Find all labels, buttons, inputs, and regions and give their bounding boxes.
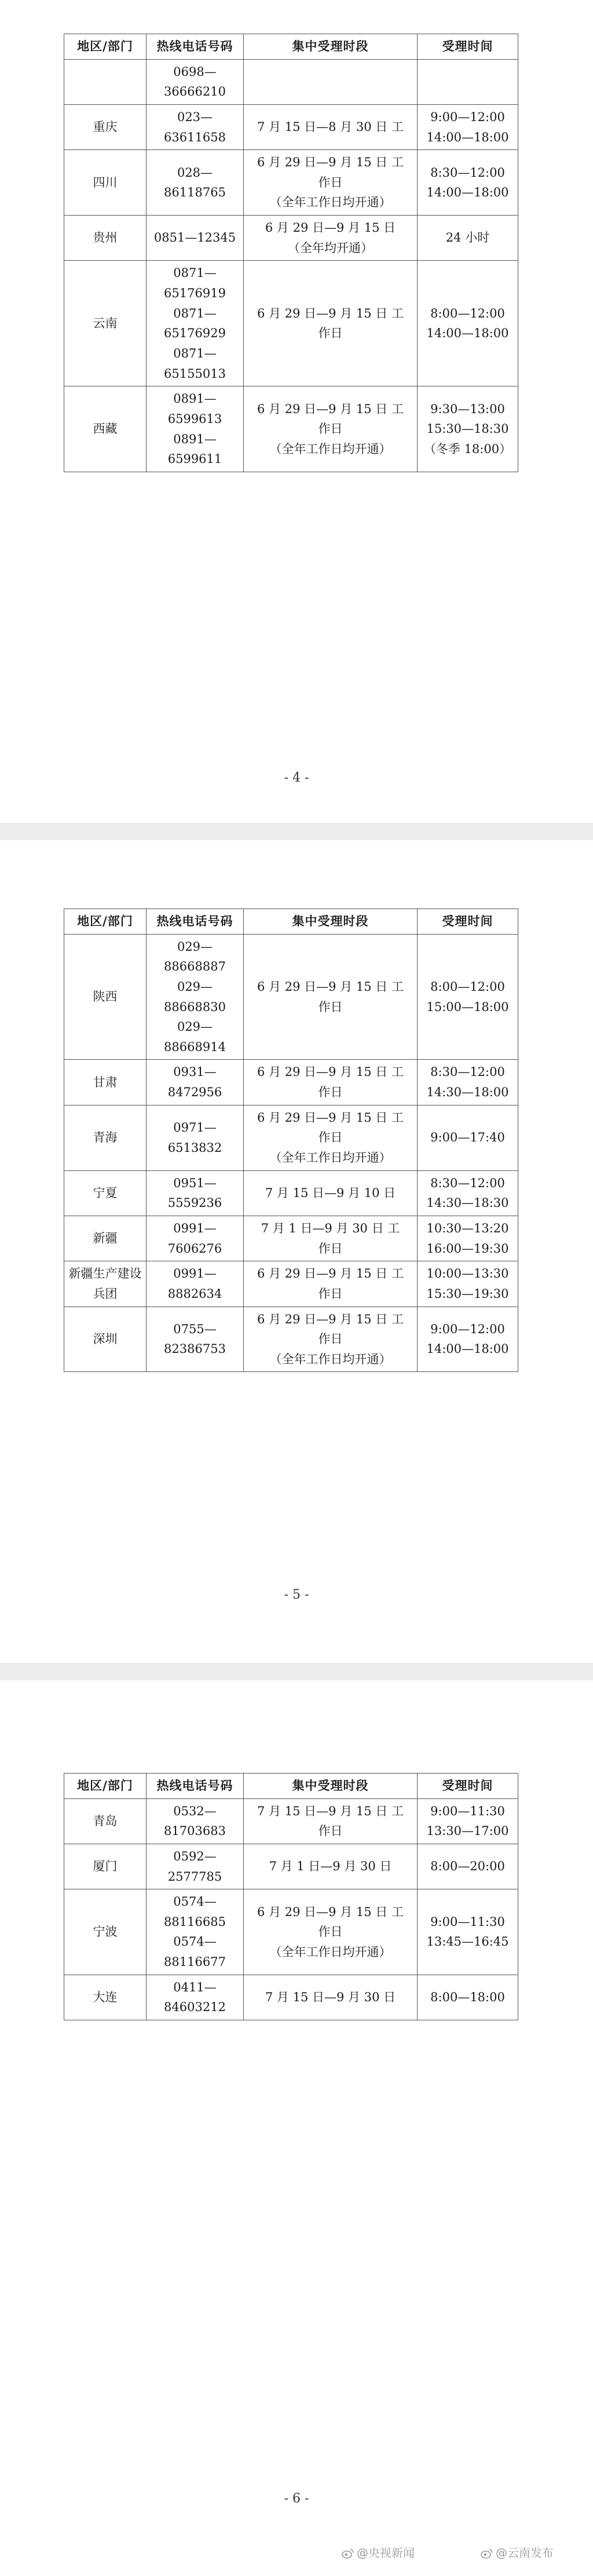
- period-line: 作日: [318, 175, 343, 189]
- phone-cell: [147, 59, 244, 104]
- phone-line: 029—: [177, 979, 213, 994]
- header-phone: 热线电话号码: [147, 909, 244, 935]
- phone-line: 0755—: [173, 1322, 217, 1336]
- phone-line: 0931—: [173, 1065, 217, 1079]
- hours-cell: [418, 150, 518, 216]
- hours-cell: [418, 1975, 518, 2020]
- period-line: 6 月 29 日—9 月 15 日 工: [257, 155, 404, 170]
- region-cell: 陕西: [64, 934, 147, 1060]
- hours-cell: [418, 1261, 518, 1307]
- header-region: 地区/部门: [64, 1774, 147, 1799]
- phone-cell: [147, 216, 244, 261]
- watermark-text: @央视新闻: [357, 2546, 415, 2560]
- period-cell: [244, 1307, 418, 1372]
- period-line: 6 月 29 日—9 月 15 日: [265, 221, 396, 235]
- page-number: - 4 -: [284, 771, 309, 785]
- region-cell: 宁夏: [64, 1170, 147, 1216]
- phone-line: 81703683: [164, 1824, 226, 1838]
- table-row: [64, 1307, 518, 1372]
- period-cell: [244, 1261, 418, 1307]
- phone-cell: [147, 1105, 244, 1170]
- phone-cell: [147, 1975, 244, 2020]
- phone-line: 88668914: [164, 1039, 226, 1054]
- table-row: [64, 150, 518, 216]
- period-line: 6 月 29 日—9 月 15 日 工: [257, 1312, 404, 1326]
- period-line: 作日: [318, 326, 343, 341]
- phone-line: 88668830: [164, 999, 226, 1014]
- phone-line: 88116685: [164, 1914, 226, 1929]
- hours-line: 9:00—11:30: [430, 1804, 505, 1818]
- phone-line: 5559236: [167, 1196, 222, 1210]
- period-line: 6 月 29 日—9 月 15 日 工: [257, 1267, 404, 1281]
- weibo-icon: [481, 2548, 493, 2559]
- region-cell: 四川: [64, 150, 147, 216]
- hours-cell: [418, 1889, 518, 1975]
- table-row: [64, 1889, 518, 1975]
- hours-line: 15:30—18:30: [426, 422, 509, 436]
- phone-line: 0971—: [173, 1121, 217, 1135]
- table-row: [64, 1216, 518, 1261]
- region-cell: 西藏: [64, 386, 147, 472]
- phone-cell: [147, 1844, 244, 1889]
- table-row: [64, 216, 518, 261]
- hours-line: 8:00—12:00: [430, 306, 505, 320]
- period-line: （全年均开通）: [288, 240, 373, 255]
- phone-line: 0411—: [173, 1980, 217, 1994]
- period-cell: [244, 1844, 418, 1889]
- page-number: - 6 -: [284, 2491, 309, 2506]
- hours-line: 9:30—13:00: [430, 402, 505, 416]
- period-line: 7 月 15 日—9 月 30 日: [265, 1990, 396, 2005]
- table-row: [64, 934, 518, 1060]
- period-line: 6 月 29 日—9 月 15 日 工: [257, 306, 404, 320]
- phone-line: 023—: [177, 110, 213, 124]
- phone-line: 0951—: [173, 1176, 217, 1190]
- hours-cell: [418, 1216, 518, 1261]
- weibo-icon: [342, 2548, 354, 2559]
- hours-cell: [418, 1060, 518, 1105]
- header-hours: 受理时间: [418, 1774, 518, 1799]
- phone-line: 6599613: [167, 411, 222, 426]
- period-line: （全年工作日均开通）: [269, 1944, 391, 1959]
- hours-line: 10:30—13:20: [426, 1221, 509, 1235]
- period-line: （全年工作日均开通）: [269, 442, 391, 456]
- hours-line: 9:00—12:00: [430, 110, 505, 124]
- period-line: 7 月 15 日—8 月 30 日 工: [257, 120, 404, 134]
- hours-cell: [418, 1105, 518, 1170]
- table-row: [64, 1170, 518, 1216]
- period-cell: [244, 1105, 418, 1170]
- region-cell: 厦门: [64, 1844, 147, 1889]
- region-cell: 新疆生产建设兵团: [64, 1261, 147, 1307]
- header-hours: 受理时间: [418, 34, 518, 60]
- region-cell: 贵州: [64, 216, 147, 261]
- phone-cell: [147, 386, 244, 472]
- hours-line: 13:45—16:45: [426, 1935, 509, 1949]
- hours-cell: [418, 1170, 518, 1216]
- hours-cell: [418, 1844, 518, 1889]
- period-cell: [244, 1216, 418, 1261]
- period-cell: [244, 934, 418, 1060]
- watermark-yunnan: [481, 2544, 554, 2560]
- phone-line: 8882634: [167, 1286, 222, 1301]
- table-row: [64, 1798, 518, 1844]
- period-cell: [244, 1060, 418, 1105]
- region-cell: 云南: [64, 261, 147, 386]
- phone-line: 6513832: [167, 1140, 222, 1155]
- hours-line: 8:00—20:00: [430, 1859, 505, 1874]
- period-line: 作日: [318, 1824, 343, 1838]
- period-line: 作日: [318, 1085, 343, 1100]
- period-line: （全年工作日均开通）: [269, 1151, 391, 1165]
- period-cell: [244, 104, 418, 149]
- hours-line: 8:30—12:00: [430, 1065, 505, 1079]
- hours-line: 9:00—17:40: [430, 1130, 505, 1145]
- table-row: [64, 1844, 518, 1889]
- header-phone: 热线电话号码: [147, 34, 244, 60]
- hours-cell: [418, 1798, 518, 1844]
- phone-line: 029—: [177, 1020, 213, 1034]
- header-region: 地区/部门: [64, 909, 147, 935]
- document-page-6: [0, 1680, 593, 2576]
- period-line: 7 月 15 日—9 月 15 日 工: [257, 1804, 404, 1818]
- period-cell: [244, 216, 418, 261]
- phone-cell: [147, 1798, 244, 1844]
- phone-cell: [147, 104, 244, 149]
- period-cell: [244, 1889, 418, 1975]
- watermark-cctv: [342, 2544, 415, 2560]
- hours-line: 14:30—18:30: [426, 1196, 509, 1210]
- phone-line: 88668887: [164, 959, 226, 974]
- phone-line: 88116677: [164, 1955, 226, 1969]
- phone-line: 028—: [177, 165, 213, 180]
- period-line: 6 月 29 日—9 月 15 日 工: [257, 402, 404, 416]
- table-header-row: [64, 1774, 518, 1799]
- phone-line: 65176929: [164, 326, 226, 341]
- hours-line: （冬季 18:00）: [423, 442, 512, 456]
- table-header-row: [64, 909, 518, 935]
- period-cell: [244, 59, 418, 104]
- phone-line: 8472956: [167, 1085, 222, 1100]
- period-line: 7 月 1 日—9 月 30 日: [269, 1859, 392, 1874]
- period-line: 作日: [318, 422, 343, 436]
- period-line: 作日: [318, 1925, 343, 1939]
- period-line: 6 月 29 日—9 月 15 日 工: [257, 979, 404, 994]
- phone-line: 0574—: [173, 1895, 217, 1909]
- hours-cell: [418, 934, 518, 1060]
- page-number: - 5 -: [284, 1588, 309, 1602]
- phone-line: 65155013: [164, 366, 226, 381]
- hours-line: 14:30—18:00: [426, 1085, 509, 1100]
- hotline-table-page-4: [64, 34, 518, 472]
- period-line: 作日: [318, 1130, 343, 1145]
- table-row: [64, 1975, 518, 2020]
- hours-cell: [418, 216, 518, 261]
- hours-line: 13:30—17:00: [426, 1824, 509, 1838]
- phone-line: 0592—: [173, 1849, 217, 1863]
- phone-line: 0851—12345: [153, 231, 236, 245]
- phone-line: 7606276: [167, 1241, 222, 1256]
- phone-cell: [147, 934, 244, 1060]
- period-line: 6 月 29 日—9 月 15 日 工: [257, 1904, 404, 1919]
- period-line: 作日: [318, 1241, 343, 1256]
- period-line: 作日: [318, 1286, 343, 1301]
- hours-line: 14:00—18:00: [426, 326, 509, 341]
- table-header-row: [64, 34, 518, 60]
- region-cell: [64, 59, 147, 104]
- phone-line: 0871—: [173, 346, 217, 360]
- phone-line: 0891—: [173, 432, 217, 446]
- table-row: [64, 1105, 518, 1170]
- phone-line: 2577785: [167, 1869, 222, 1884]
- region-cell: 青岛: [64, 1798, 147, 1844]
- phone-line: 0891—: [173, 392, 217, 406]
- hours-line: 15:30—19:30: [426, 1286, 509, 1301]
- document-page-4: [0, 0, 593, 823]
- period-cell: [244, 1975, 418, 2020]
- header-period: 集中受理时段: [244, 909, 418, 935]
- phone-cell: [147, 1261, 244, 1307]
- header-phone: 热线电话号码: [147, 1774, 244, 1799]
- hours-line: 8:30—12:00: [430, 165, 505, 180]
- hours-line: 14:00—18:00: [426, 130, 509, 144]
- region-cell: 重庆: [64, 104, 147, 149]
- period-line: （全年工作日均开通）: [269, 1352, 391, 1366]
- period-line: 作日: [318, 999, 343, 1014]
- phone-line: 0698—: [173, 64, 217, 79]
- hours-line: 9:00—12:00: [430, 1322, 505, 1336]
- table-row: [64, 1261, 518, 1307]
- phone-cell: [147, 1060, 244, 1105]
- hours-cell: [418, 59, 518, 104]
- phone-line: 0871—: [173, 306, 217, 320]
- hotline-table-page-5: [64, 908, 518, 1372]
- hours-cell: [418, 1307, 518, 1372]
- period-cell: [244, 1798, 418, 1844]
- hotline-table-page-6: [64, 1773, 518, 2020]
- table-row: [64, 261, 518, 386]
- header-period: 集中受理时段: [244, 1774, 418, 1799]
- period-line: 7 月 15 日—9 月 10 日: [265, 1186, 396, 1200]
- phone-cell: [147, 150, 244, 216]
- hours-cell: [418, 104, 518, 149]
- region-cell: 宁波: [64, 1889, 147, 1975]
- phone-cell: [147, 1307, 244, 1372]
- phone-line: 0574—: [173, 1935, 217, 1949]
- period-cell: [244, 386, 418, 472]
- period-line: 7 月 1 日—9 月 30 日 工: [261, 1221, 400, 1235]
- hours-line: 24 小时: [445, 231, 490, 245]
- hours-line: 15:00—18:00: [426, 999, 509, 1014]
- hours-cell: [418, 261, 518, 386]
- phone-line: 63611658: [164, 130, 226, 144]
- table-row: [64, 104, 518, 149]
- header-region: 地区/部门: [64, 34, 147, 60]
- table-row: [64, 386, 518, 472]
- table-row: [64, 59, 518, 104]
- phone-cell: [147, 1216, 244, 1261]
- phone-cell: [147, 1889, 244, 1975]
- hours-line: 14:00—18:00: [426, 185, 509, 200]
- period-line: 6 月 29 日—9 月 15 日 工: [257, 1065, 404, 1079]
- header-hours: 受理时间: [418, 909, 518, 935]
- period-cell: [244, 150, 418, 216]
- hours-line: 14:00—18:00: [426, 1342, 509, 1356]
- phone-cell: [147, 261, 244, 386]
- hours-line: 8:00—18:00: [430, 1990, 505, 2005]
- phone-cell: [147, 1170, 244, 1216]
- region-cell: 新疆: [64, 1216, 147, 1261]
- hours-line: 9:00—11:30: [430, 1914, 505, 1929]
- table-row: [64, 1060, 518, 1105]
- period-cell: [244, 1170, 418, 1216]
- phone-line: 82386753: [164, 1342, 226, 1356]
- phone-line: 86118765: [164, 185, 226, 200]
- hours-line: 16:00—19:30: [426, 1241, 509, 1256]
- hours-line: 8:00—12:00: [430, 979, 505, 994]
- document-page-5: [0, 840, 593, 1663]
- header-period: 集中受理时段: [244, 34, 418, 60]
- period-line: （全年工作日均开通）: [269, 195, 391, 210]
- period-line: 作日: [318, 1332, 343, 1347]
- region-cell: 青海: [64, 1105, 147, 1170]
- hours-line: 10:00—13:30: [426, 1267, 509, 1281]
- region-cell: 大连: [64, 1975, 147, 2020]
- hours-cell: [418, 386, 518, 472]
- phone-line: 0991—: [173, 1267, 217, 1281]
- phone-line: 029—: [177, 939, 213, 954]
- phone-line: 0532—: [173, 1804, 217, 1818]
- region-cell: 甘肃: [64, 1060, 147, 1105]
- phone-line: 36666210: [164, 85, 226, 99]
- phone-line: 65176919: [164, 286, 226, 301]
- region-cell: 深圳: [64, 1307, 147, 1372]
- phone-line: 0871—: [173, 266, 217, 280]
- hours-line: 8:30—12:00: [430, 1176, 505, 1190]
- phone-line: 84603212: [164, 2000, 226, 2015]
- watermark-text: @云南发布: [496, 2546, 554, 2560]
- period-cell: [244, 261, 418, 386]
- phone-line: 0991—: [173, 1221, 217, 1235]
- phone-line: 6599611: [167, 452, 222, 466]
- period-line: 6 月 29 日—9 月 15 日 工: [257, 1110, 404, 1125]
